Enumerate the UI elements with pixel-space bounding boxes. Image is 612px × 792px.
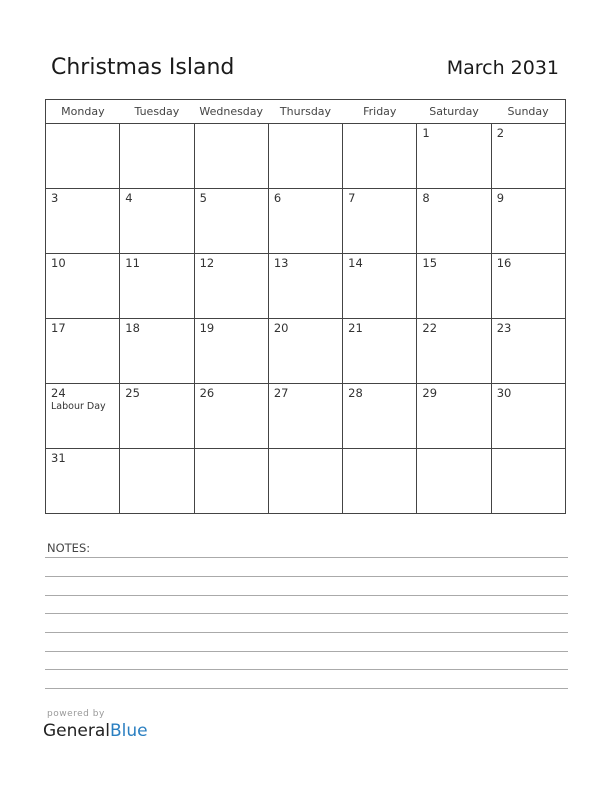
calendar-day-cell[interactable] (268, 319, 342, 384)
calendar-day-cell[interactable] (46, 319, 120, 384)
day-number: 11 (125, 256, 140, 270)
day-number: 15 (422, 256, 438, 270)
calendar-day-cell[interactable] (194, 189, 268, 254)
weekday-header: Monday (46, 100, 120, 124)
calendar-day-cell[interactable] (268, 254, 342, 319)
calendar-week-row (46, 384, 566, 449)
notes-line (45, 669, 568, 670)
day-number: 25 (125, 386, 140, 400)
weekday-header-row (46, 100, 566, 124)
weekday-header: Thursday (268, 100, 342, 124)
calendar-day-cell[interactable] (343, 254, 417, 319)
weekday-header: Friday (343, 100, 417, 124)
notes-label: NOTES: (47, 541, 91, 555)
calendar-day-cell[interactable] (417, 384, 491, 449)
weekday-header: Wednesday (194, 100, 268, 124)
calendar-week-row (46, 124, 566, 189)
brand-part1: General (43, 721, 110, 741)
calendar-day-cell[interactable] (491, 189, 565, 254)
day-number: 29 (422, 386, 438, 400)
calendar-week-row (46, 449, 566, 514)
notes-line (45, 651, 568, 652)
calendar-day-cell[interactable] (120, 124, 194, 189)
calendar-day-cell[interactable] (194, 319, 268, 384)
weekday-header: Sunday (491, 100, 565, 124)
calendar-day-cell[interactable] (491, 449, 565, 514)
day-number: 17 (51, 321, 66, 335)
day-number: 9 (496, 191, 505, 205)
day-number: 30 (496, 386, 512, 400)
holiday-label: Labour Day (51, 401, 106, 412)
day-number: 26 (199, 386, 215, 400)
calendar-day-cell[interactable] (417, 254, 491, 319)
day-number: 23 (496, 321, 512, 335)
calendar-day-cell[interactable] (417, 189, 491, 254)
day-number: 12 (199, 256, 215, 270)
calendar-day-cell[interactable] (194, 449, 268, 514)
day-number: 10 (51, 256, 66, 270)
calendar-day-cell[interactable] (491, 124, 565, 189)
calendar-week-row (46, 254, 566, 319)
day-number: 24 (51, 386, 66, 400)
calendar-day-cell[interactable] (46, 189, 120, 254)
calendar-day-cell[interactable] (417, 319, 491, 384)
day-number: 16 (496, 256, 512, 270)
calendar-day-cell[interactable] (417, 449, 491, 514)
calendar-month: March 2031 (446, 57, 559, 79)
calendar-day-cell[interactable] (343, 384, 417, 449)
calendar-week-row (46, 189, 566, 254)
calendar-day-cell[interactable] (343, 189, 417, 254)
calendar-day-cell[interactable] (46, 124, 120, 189)
day-number: 21 (348, 321, 363, 335)
day-number: 3 (51, 191, 59, 205)
powered-by-text: powered by (47, 709, 105, 719)
calendar-day-cell[interactable] (194, 254, 268, 319)
day-number: 8 (422, 191, 430, 205)
day-number: 4 (125, 191, 133, 205)
calendar-week-row (46, 319, 566, 384)
calendar-title: Christmas Island (51, 55, 235, 80)
notes-line (45, 595, 568, 596)
notes-line (45, 557, 568, 558)
calendar-day-cell[interactable] (46, 254, 120, 319)
day-number: 19 (199, 321, 215, 335)
calendar-grid (45, 99, 566, 514)
calendar-day-cell[interactable] (120, 189, 194, 254)
calendar-day-cell[interactable] (46, 449, 120, 514)
calendar-day-cell[interactable] (120, 319, 194, 384)
generalblue-logo[interactable] (43, 721, 148, 741)
calendar-day-cell[interactable] (268, 124, 342, 189)
day-number: 28 (348, 386, 363, 400)
day-number: 14 (348, 256, 363, 270)
calendar-day-cell[interactable] (194, 124, 268, 189)
day-number: 22 (422, 321, 438, 335)
day-number: 20 (273, 321, 289, 335)
calendar-day-cell[interactable] (194, 384, 268, 449)
day-number: 13 (273, 256, 289, 270)
weekday-header: Saturday (417, 100, 491, 124)
calendar-day-cell[interactable] (120, 254, 194, 319)
calendar-day-cell[interactable] (343, 319, 417, 384)
day-number: 27 (273, 386, 289, 400)
calendar-day-cell[interactable] (417, 124, 491, 189)
calendar-day-cell[interactable] (491, 319, 565, 384)
calendar-day-cell[interactable] (120, 384, 194, 449)
day-number: 2 (496, 126, 505, 140)
day-number: 6 (273, 191, 282, 205)
day-number: 7 (348, 191, 356, 205)
day-number: 31 (51, 451, 66, 465)
day-number: 1 (422, 126, 430, 140)
notes-line (45, 576, 568, 577)
calendar-day-cell[interactable] (268, 449, 342, 514)
calendar-day-cell[interactable] (268, 189, 342, 254)
calendar-day-cell[interactable] (120, 449, 194, 514)
notes-line (45, 688, 568, 689)
brand-part2: Blue (110, 721, 148, 741)
calendar-day-cell[interactable] (491, 254, 565, 319)
weekday-header: Tuesday (120, 100, 194, 124)
calendar-day-cell[interactable] (46, 384, 120, 449)
calendar-day-cell[interactable] (491, 384, 565, 449)
day-number: 5 (199, 191, 207, 205)
calendar-day-cell[interactable] (343, 124, 417, 189)
notes-line (45, 632, 568, 633)
notes-line (45, 613, 568, 614)
calendar-day-cell[interactable] (343, 449, 417, 514)
day-number: 18 (125, 321, 140, 335)
calendar-day-cell[interactable] (268, 384, 342, 449)
